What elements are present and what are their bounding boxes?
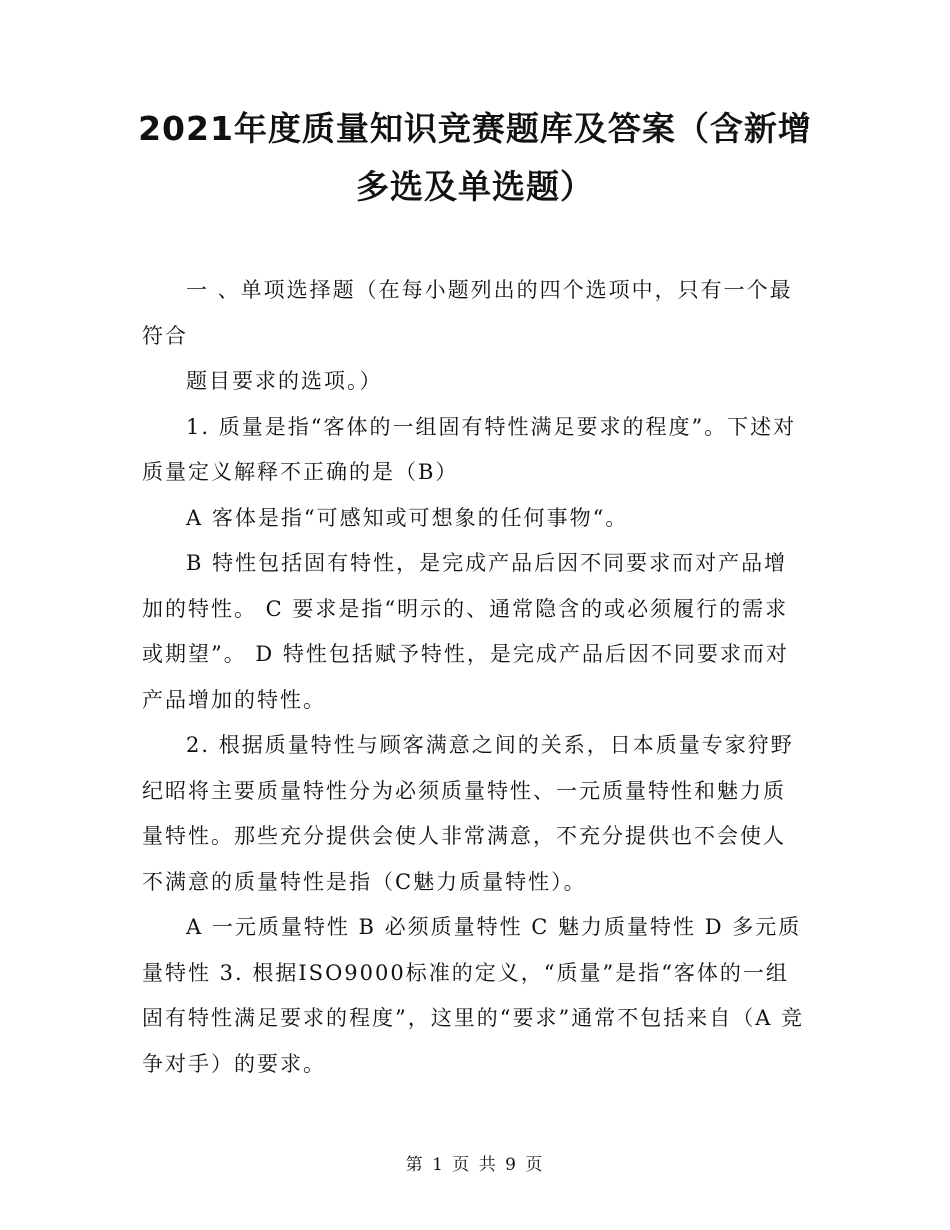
- question-1-option-a: A 客体是指“可感知或可想象的任何事物“。: [186, 505, 629, 530]
- page-footer: 第 1 页 共 9 页: [405, 1155, 545, 1175]
- title-line-2: 多选及单选题）: [356, 167, 594, 206]
- question-2: 2. 根据质量特性与顾客满意之间的关系，日本质量专家狩野纪昭将主要质量特性分为必须质量特性、一元质量特性和魅力质量特性。那些充分提供会使人非常满意，不充分提供也不会使人不满意的质量特性是指（C魅力质量特性）。: [142, 733, 794, 894]
- section-heading-continued: 题目要求的选项。）: [186, 369, 383, 393]
- question-2-options-and-question-3: A 一元质量特性 B 必须质量特性 C 魅力质量特性 D 多元质量特性 3. 根据ISO9000标准的定义，“质量”是指“客体的一组固有特性满足要求的程度”，这里的“要求”通常不包括来自（A 竞争对手）的要求。: [142, 915, 805, 1076]
- question-1-options-bcd: B 特性包括固有特性，是完成产品后因不同要求而对产品增加的特性。 C 要求是指“明示的、通常隐含的或必须履行的需求或期望”。 D 特性包括赋予特性，是完成产品后因不同要求而对产品增加的特性。: [142, 551, 789, 712]
- title-line-1: 2021年度质量知识竞赛题库及答案（含新增: [138, 109, 812, 148]
- document-title: [120, 100, 830, 216]
- question-1: 1. 质量是指“客体的一组固有特性满足要求的程度”。下述对质量定义解释不正确的是（B）: [142, 414, 797, 484]
- section-heading: 一 、单项选择题（在每小题列出的四个选项中，只有一个最符合: [142, 278, 793, 348]
- document-body: [142, 268, 808, 1087]
